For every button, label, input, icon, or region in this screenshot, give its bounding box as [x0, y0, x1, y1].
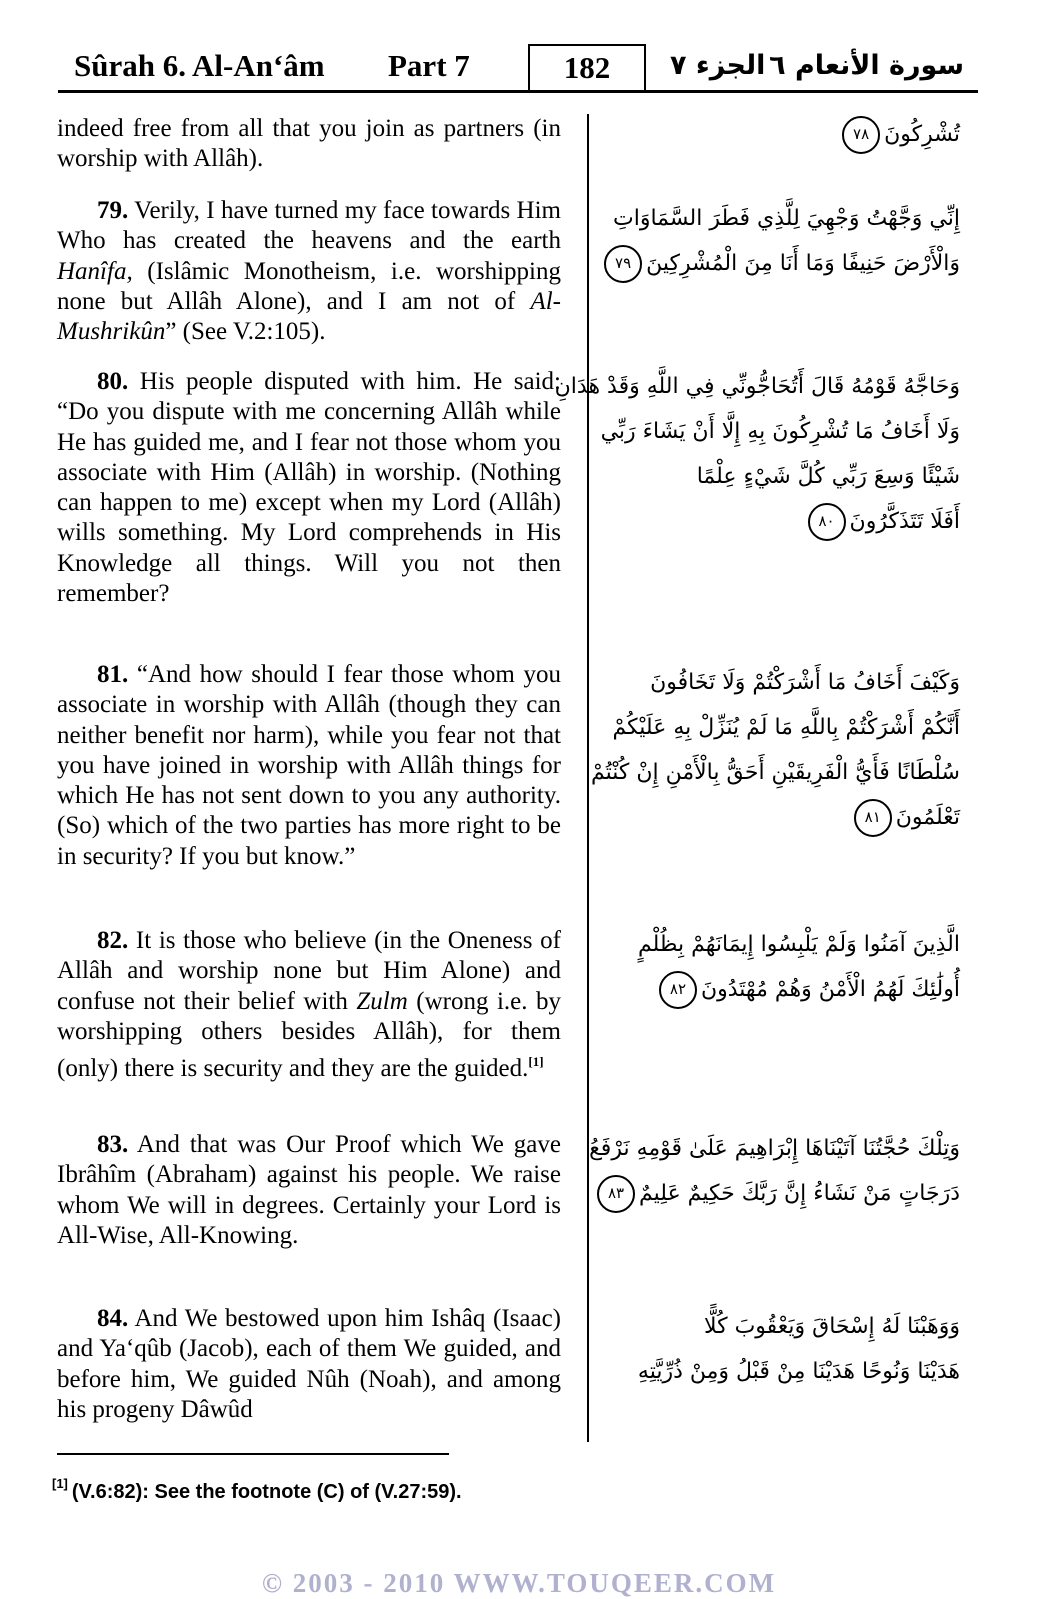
page-header: [58, 38, 978, 93]
arabic-block-78: [612, 112, 960, 157]
english-verse-80: [57, 367, 561, 609]
verse-emphasis: Zulm: [356, 987, 408, 1015]
verse-end-marker: ٧٨: [842, 116, 880, 154]
verse-number: 79.: [97, 197, 129, 224]
english-verse-84: [57, 1304, 561, 1425]
arabic-line: وَكَيْفَ أَخَافُ مَا أَشْرَكْتُمْ وَلَا تَخَافُونَ: [650, 670, 960, 695]
verse-emphasis: Al-Mushrikûn: [57, 287, 561, 346]
verse-number: 84.: [97, 1305, 129, 1332]
footnote-mark: [1]: [52, 1476, 68, 1491]
verse-text: (wrong i.e. by worshipping others besides Allâh), for them (only) there is security and they are the guided.: [57, 987, 561, 1083]
arabic-line: وَلَا أَخَافُ مَا تُشْرِكُونَ بِهِ إِلَّا أَنْ يَشَاءَ رَبِّي: [600, 419, 960, 444]
arabic-line: الَّذِينَ آمَنُوا وَلَمْ يَلْبِسُوا إِيمَانَهُمْ بِظُلْمٍ: [638, 932, 960, 957]
footnote: [52, 1476, 462, 1504]
english-verse-82: [57, 926, 561, 1084]
arabic-line: هَدَيْنَا وَنُوحًا هَدَيْنَا مِنْ قَبْلُ وَمِنْ ذُرِّيَّتِهِ: [637, 1359, 960, 1384]
verse-number: 82.: [97, 927, 129, 954]
english-block-continuation: [57, 114, 561, 175]
verse-text: ” (See V.2:105).: [165, 318, 326, 346]
arabic-line: سُلْطَانًا فَأَيُّ الْفَرِيقَيْنِ أَحَقُّ بِالْأَمْنِ إِنْ كُنْتُمْ: [590, 760, 960, 785]
arabic-block-82: [612, 922, 960, 1012]
verse-text: And We bestowed upon him Ishâq (Isaac) and Ya‘qûb (Jacob), each of them We guided, and before him, We guided Nûh (Noah), and among his progeny Dâwûd: [57, 1305, 561, 1423]
arabic-line: أُولَٰئِكَ لَهُمُ الْأَمْنُ وَهُمْ مُهْتَدُونَ٨٢: [612, 967, 960, 1012]
verse-text: It is those who believe (in the Oneness of Allâh and worship none but Him Alone) and confuse not their belief with: [57, 927, 561, 1015]
arabic-line: وَتِلْكَ حُجَّتُنَا آتَيْنَاهَا إِبْرَاهِيمَ عَلَىٰ قَوْمِهِ نَرْفَعُ: [589, 1136, 960, 1161]
verse-text: And that was Our Proof which We gave Ibrâhîm (Abraham) against his people. We raise whom We will in degrees. Certainly your Lord is All-Wise, All-Knowing.: [57, 1131, 561, 1249]
arabic-block-80: [554, 364, 960, 544]
arabic-block-79: [612, 196, 960, 286]
english-verse-79: [57, 196, 561, 347]
arabic-line: أَنَّكُمْ أَشْرَكْتُمْ بِاللَّهِ مَا لَمْ يُنَزِّلْ بِهِ عَلَيْكُمْ: [612, 715, 960, 740]
verse-number: 81.: [97, 661, 129, 688]
verse-number: 83.: [97, 1131, 129, 1158]
verse-end-marker: ٨٢: [659, 971, 697, 1009]
english-verse-81: [57, 660, 561, 872]
copyright-notice: © 2003 - 2010 WWW.TOUQEER.COM: [261, 1568, 777, 1598]
verse-text: (Islâmic Monotheism, i.e. worshipping none but Allâh Alone), and I am not of: [57, 257, 561, 315]
verse-text: “And how should I fear those whom you associate in worship with Allâh (though they can neither benefit nor harm), while you fear not that you have joined in worship with Allâh things for which He has not sent down to you any authority. (So) which of the two parties has more right to be in security? If you but know.”: [57, 661, 561, 870]
column-divider: [587, 114, 589, 1442]
part-label-arabic: الجزء ٧: [670, 50, 766, 81]
arabic-line: أَفَلَا تَتَذَكَّرُونَ٨٠: [612, 499, 960, 544]
part-label-english: Part 7: [388, 48, 470, 83]
footnote-text: (V.6:82): See the footnote (C) of (V.27:59).: [71, 1481, 462, 1503]
verse-text: indeed free from all that you join as partners (in worship with Allâh).: [57, 115, 561, 173]
surah-title-arabic: سورة الأنعام ٦: [769, 50, 964, 81]
arabic-block-84: [612, 1304, 960, 1394]
footnote-reference[interactable]: [1]: [528, 1054, 544, 1070]
verse-end-marker: ٨١: [854, 799, 892, 837]
page-number-box: [528, 44, 646, 90]
arabic-line: وَوَهَبْنَا لَهُ إِسْحَاقَ وَيَعْقُوبَ كُلًّا: [704, 1314, 960, 1339]
arabic-line: دَرَجَاتٍ مَنْ نَشَاءُ إِنَّ رَبَّكَ حَكِيمٌ عَلِيمٌ٨٣: [612, 1171, 960, 1216]
verse-end-marker: ٧٩: [604, 245, 642, 283]
arabic-line: تَعْلَمُونَ٨١: [612, 795, 960, 840]
verse-emphasis: Hanîfa,: [57, 257, 133, 285]
arabic-line: إِنِّي وَجَّهْتُ وَجْهِيَ لِلَّذِي فَطَرَ السَّمَاوَاتِ: [613, 206, 960, 231]
verse-text: Verily, I have turned my face towards Him Who has created the heavens and the earth: [57, 197, 561, 255]
arabic-line: وَحَاجَّهُ قَوْمُهُ قَالَ أَتُحَاجُّونِّي فِي اللَّهِ وَقَدْ هَدَانِ: [554, 374, 960, 399]
arabic-block-81: [590, 660, 960, 840]
verse-number: 80.: [97, 368, 129, 395]
arabic-line: شَيْئًا وَسِعَ رَبِّي كُلَّ شَيْءٍ عِلْمًا: [696, 464, 960, 489]
verse-end-marker: ٨٠: [808, 503, 846, 541]
arabic-line: تُشْرِكُونَ٧٨: [612, 112, 960, 157]
english-verse-83: [57, 1130, 561, 1251]
page-number: 182: [563, 50, 611, 85]
footnote-rule: [57, 1453, 449, 1455]
verse-end-marker: ٨٣: [597, 1175, 635, 1213]
arabic-line: وَالْأَرْضَ حَنِيفًا وَمَا أَنَا مِنَ الْمُشْرِكِينَ٧٩: [612, 241, 960, 286]
surah-title-english: Sûrah 6. Al-An‘âm: [74, 48, 325, 83]
arabic-block-83: [589, 1126, 960, 1216]
verse-text: His people disputed with him. He said: “Do you dispute with me concerning Allâh while He has guided me, and I fear not those whom you associate with Him (Allâh) in worship. (Nothing can happen to me) except when my Lord (Allâh) wills something. My Lord comprehends in His Knowledge all things. Will you not then remember?: [57, 368, 561, 608]
